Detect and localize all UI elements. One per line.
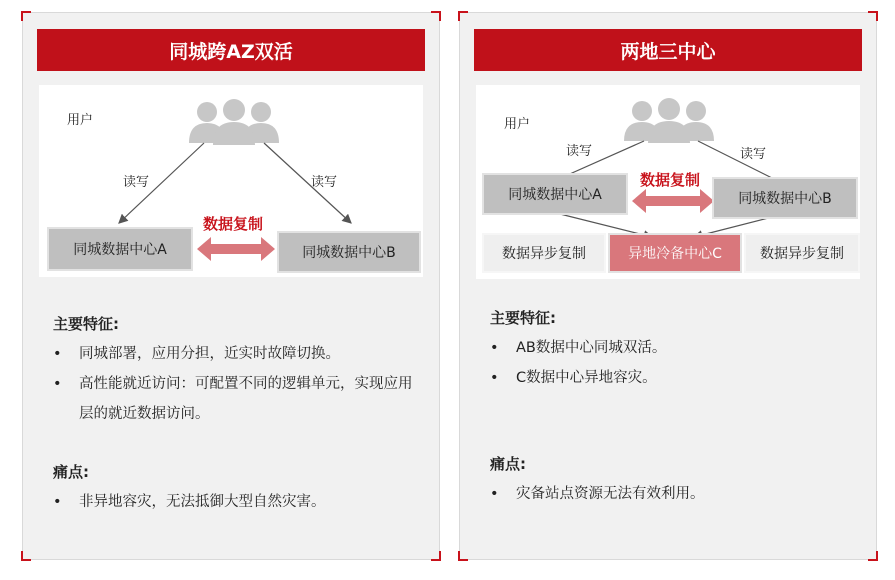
corner-mark [431, 11, 441, 21]
user-label: 用户 [504, 117, 531, 132]
corner-mark [21, 11, 31, 21]
pain-points [490, 449, 852, 509]
list-item: • 同城部署，应用分担，近实时故障切换。 [53, 339, 415, 369]
corner-mark [458, 551, 468, 561]
list-item: • 非异地容灾，无法抵御大型自然灾害。 [53, 487, 415, 517]
main-features-title: 主要特征: [490, 309, 556, 327]
corner-mark [868, 11, 878, 21]
architecture-diagram [39, 85, 423, 277]
list-item: • AB数据中心同城双活。 [490, 333, 852, 363]
panel-two-sites-three-centers [459, 12, 877, 560]
pain-points-list [490, 479, 852, 509]
corner-mark [21, 551, 31, 561]
async-replication-right: 数据异步复制 [744, 233, 860, 273]
cold-backup-center-c-box: 异地冷备中心C [608, 233, 742, 273]
read-write-label-left: 读写 [566, 144, 593, 159]
datacenter-b-box: 同城数据中心B [712, 177, 858, 219]
read-write-label-right: 读写 [311, 175, 338, 190]
pain-points-list [53, 487, 415, 517]
users-icon [189, 99, 279, 145]
replication-label: 数据复制 [203, 215, 264, 233]
main-features [53, 309, 415, 429]
list-item: • 灾备站点资源无法有效利用。 [490, 479, 852, 509]
pain-points-title: 痛点: [53, 463, 89, 481]
corner-mark [458, 11, 468, 21]
users-icon [624, 98, 714, 143]
user-label: 用户 [67, 113, 94, 128]
main-features-title: 主要特征: [53, 315, 119, 333]
pain-points-title: 痛点: [490, 455, 526, 473]
double-arrow-icon [197, 237, 275, 261]
async-replication-left: 数据异步复制 [482, 233, 606, 273]
read-write-label-right: 读写 [740, 147, 767, 162]
main-features-list [53, 339, 415, 429]
pain-points [53, 457, 415, 517]
read-write-label-left: 读写 [123, 175, 150, 190]
panel-title: 同城跨AZ双活 [37, 29, 425, 71]
main-features-list [490, 333, 852, 393]
double-arrow-icon [632, 189, 714, 213]
main-features [490, 303, 852, 393]
panel-same-city-active-active [22, 12, 440, 560]
replication-label: 数据复制 [640, 171, 701, 189]
datacenter-a-box: 同城数据中心A [482, 173, 628, 215]
panel-title: 两地三中心 [474, 29, 862, 71]
datacenter-a-box: 同城数据中心A [47, 227, 193, 271]
architecture-diagram [476, 85, 860, 279]
list-item: • 高性能就近访问：可配置不同的逻辑单元，实现应用层的就近数据访问。 [53, 369, 415, 429]
datacenter-b-box: 同城数据中心B [277, 231, 421, 273]
list-item: • C数据中心异地容灾。 [490, 363, 852, 393]
corner-mark [431, 551, 441, 561]
corner-mark [868, 551, 878, 561]
